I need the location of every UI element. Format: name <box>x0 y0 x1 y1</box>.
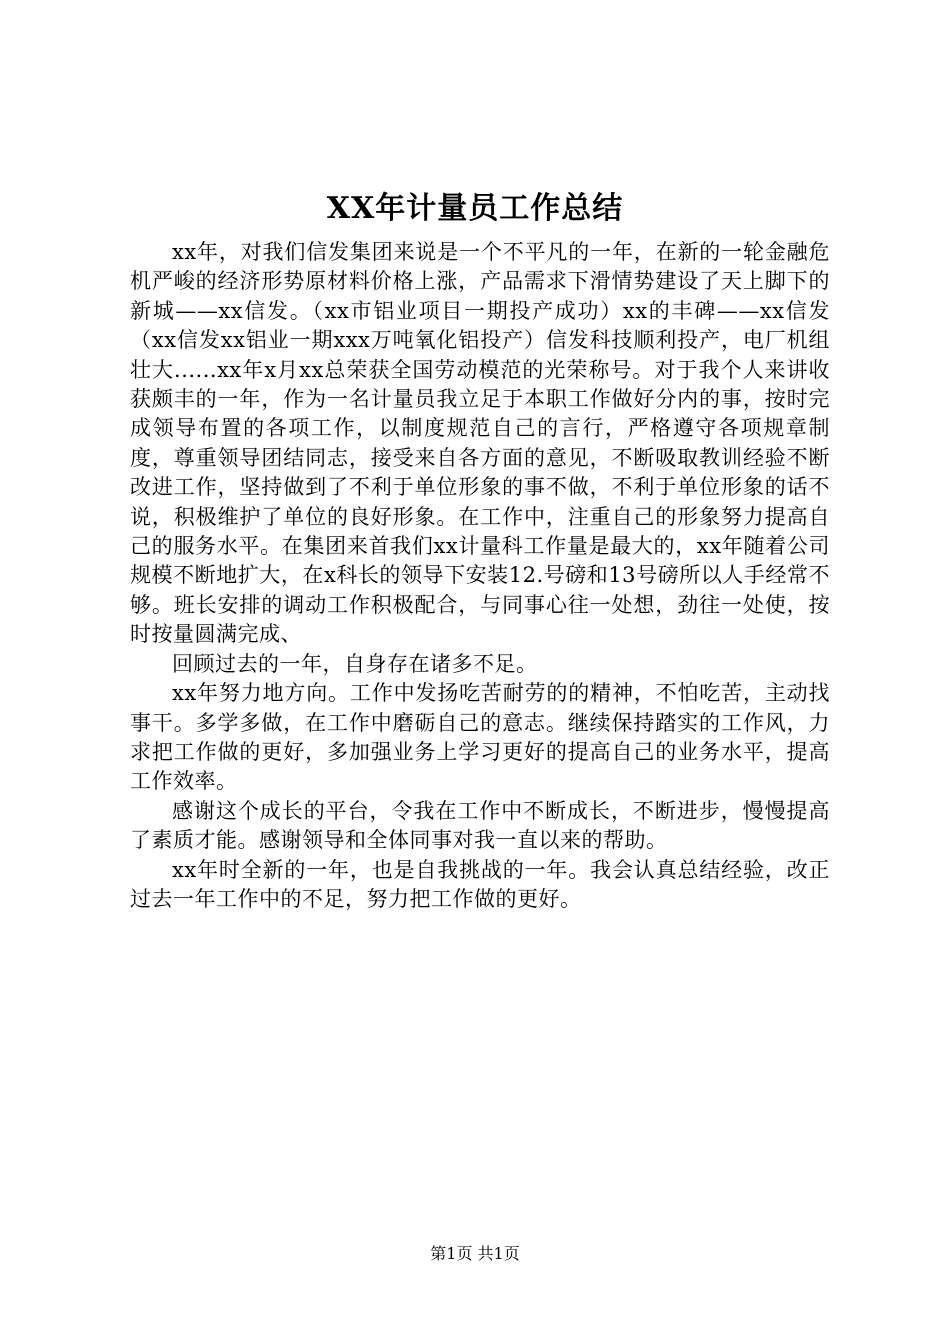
page-number-footer: 第1页 共1页 <box>430 1244 520 1263</box>
paragraph-1: xx年，对我们信发集团来说是一个不平凡的一年，在新的一轮金融危机严峻的经济形势原材料价格上涨，产品需求下滑情势建设了天上脚下的新城——xx信发。（xx市铝业项目一期投产成功）xx的丰碑——xx信发（xx信发xx铝业一期xxx万吨氧化铝投产）信发科技顺利投产，电厂机组壮大......xx年x月xx总荣获全国劳动模范的光荣称号。对于我个人来讲收获颇丰的一年，作为一名计量员我立足于本职工作做好分内的事，按时完成领导布置的各项工作，以制度规范自己的言行，严格遵守各项规章制度，尊重领导团结同志，接受来自各方面的意见，不断吸取教训经验不断改进工作，坚持做到了不利于单位形象的事不做，不利于单位形象的话不说，积极维护了单位的良好形象。在工作中，注重自己的形象努力提高自己的服务水平。在集团来首我们xx计量科工作量是最大的，xx年随着公司规模不断地扩大，在x科长的领导下安装12.号磅和13号磅所以人手经常不够。班长安排的调动工作积极配合，与同事心往一处想，劲往一处使，按时按量圆满完成、 <box>130 240 830 647</box>
paragraph-4: 感谢这个成长的平台，令我在工作中不断成长，不断进步，慢慢提高了素质才能。感谢领导和全体同事对我一直以来的帮助。 <box>130 798 830 853</box>
document-body <box>130 238 830 914</box>
paragraph-2: 回顾过去的一年，自身存在诸多不足。 <box>172 651 538 676</box>
document-title: XX年计量员工作总结 <box>326 191 624 226</box>
paragraph-3: xx年努力地方向。工作中发扬吃苦耐劳的的精神，不怕吃苦，主动找事干。多学多做，在工作中磨砺自己的意志。继续保持踏实的工作风，力求把工作做的更好，多加强业务上学习更好的提高自己的业务水平，提高工作效率。 <box>130 681 830 794</box>
paragraph-5: xx年时全新的一年，也是自我挑战的一年。我会认真总结经验，改正过去一年工作中的不足，努力把工作做的更好。 <box>130 857 830 911</box>
